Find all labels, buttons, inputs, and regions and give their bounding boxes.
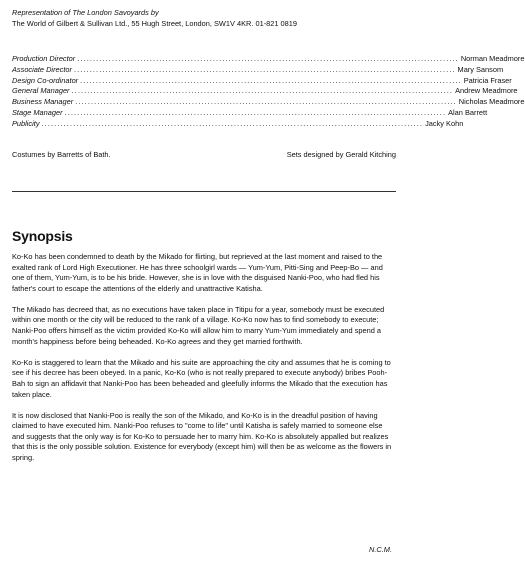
credit-name: Norman Meadmore (460, 54, 525, 63)
credit-role: Associate Director (12, 64, 72, 74)
representation-line: Representation of The London Savoyards by (12, 8, 159, 17)
credit-row (12, 86, 518, 97)
leader-dots: ......................................................................................................................... (73, 64, 456, 74)
design-credits (12, 150, 396, 159)
credit-row (12, 64, 504, 76)
sets-credit: Sets designed by Gerald Kitching (286, 150, 396, 159)
synopsis-paragraph: The Mikado has decreed that, as no executions have taken place in Titipu for a year, somebody must be executed within one month or the city will be reduced to the rank of a village. Ko-Ko now has to find somebody to execute; Nanki-Poo offers himself as the victim provided Ko-Ko will allow him to marry Yum-Yum immediately and spend a month's happiness before being beheaded. Ko-Ko agrees and they get married forthwith. (12, 304, 385, 346)
representation-block (12, 8, 396, 29)
synopsis-paragraph: Ko-Ko has been condemned to death by the Mikado for flirting, but reprieved at the last moment and raised to the exalted rank of Lord High Executioner. He has three schoolgirl wards — Yum-Yum, Pitti-Sing and Peep-Bo — and one of them, Yum-Yum, is to be his bride. However, she is in love with the disguised Nanki-Poo, who had fled his father's court to escape the attentions of the elderly and unattractive Katisha. (12, 252, 383, 293)
credit-role: General Manager (12, 86, 70, 96)
leader-dots: ......................................................................................................................... (64, 107, 447, 117)
synopsis-heading: Synopsis (12, 228, 73, 244)
company-address: The World of Gilbert & Sullivan Ltd., 55 Hugh Street, London, SW1V 4KR. 01-821 0819 (12, 18, 297, 28)
credit-role: Stage Manager (12, 107, 63, 117)
credit-name: Andrew Meadmore (455, 86, 518, 96)
synopsis-paragraph: It is now disclosed that Nanki-Poo is really the son of the Mikado, and Ko-Ko is in the dreadful position of having claimed to have executed him. Nanki-Poo refuses to "come to life" until Katisha is safely married to someone else and suggests that the only way is for Ko-Ko to persuade her to marry him. Ko-Ko is absolutely appalled but realizes that this is the only possible solution. Existence for everybody (except him) will then be as welcome as the flowers in spring. (12, 410, 392, 462)
credit-role: Business Manager (12, 97, 74, 107)
credit-role: Production Director (12, 54, 76, 63)
credits-list (12, 54, 525, 130)
leader-dots: ......................................................................................................................... (75, 97, 457, 107)
author-initials: N.C.M. (369, 545, 392, 554)
credit-row (12, 54, 525, 65)
synopsis-paragraph: Ko-Ko is staggered to learn that the Mikado and his suite are approaching the city and assumes that he is coming to see if his decree has been obeyed. In a panic, Ko-Ko (who is not really prepared to execute anybody) bribes Pooh-Bah to sign an affidavit that Nanki-Poo has been beheaded and gleefully informs the Mikado that the execution has taken place. (12, 357, 391, 399)
credit-role: Publicity (12, 118, 40, 128)
credit-name: Jacky Kohn (425, 118, 464, 128)
costumes-credit: Costumes by Barretts of Bath. (12, 150, 111, 159)
credit-row (12, 118, 464, 130)
credit-row (12, 75, 512, 87)
leader-dots: ......................................................................................................................... (77, 54, 459, 63)
synopsis-body (12, 252, 396, 474)
credit-name: Patricia Fraser (463, 75, 512, 85)
credit-name: Alan Barrett (448, 107, 488, 117)
section-divider (12, 191, 396, 192)
leader-dots: ......................................................................................................................... (41, 118, 424, 128)
leader-dots: ......................................................................................................................... (80, 75, 462, 85)
credit-name: Nicholas Meadmore (458, 97, 525, 107)
credit-row (12, 107, 488, 119)
credit-row (12, 97, 525, 108)
credit-name: Mary Sansom (457, 64, 504, 74)
leader-dots: ......................................................................................................................... (71, 86, 454, 96)
credit-role: Design Co-ordinator (12, 75, 79, 85)
